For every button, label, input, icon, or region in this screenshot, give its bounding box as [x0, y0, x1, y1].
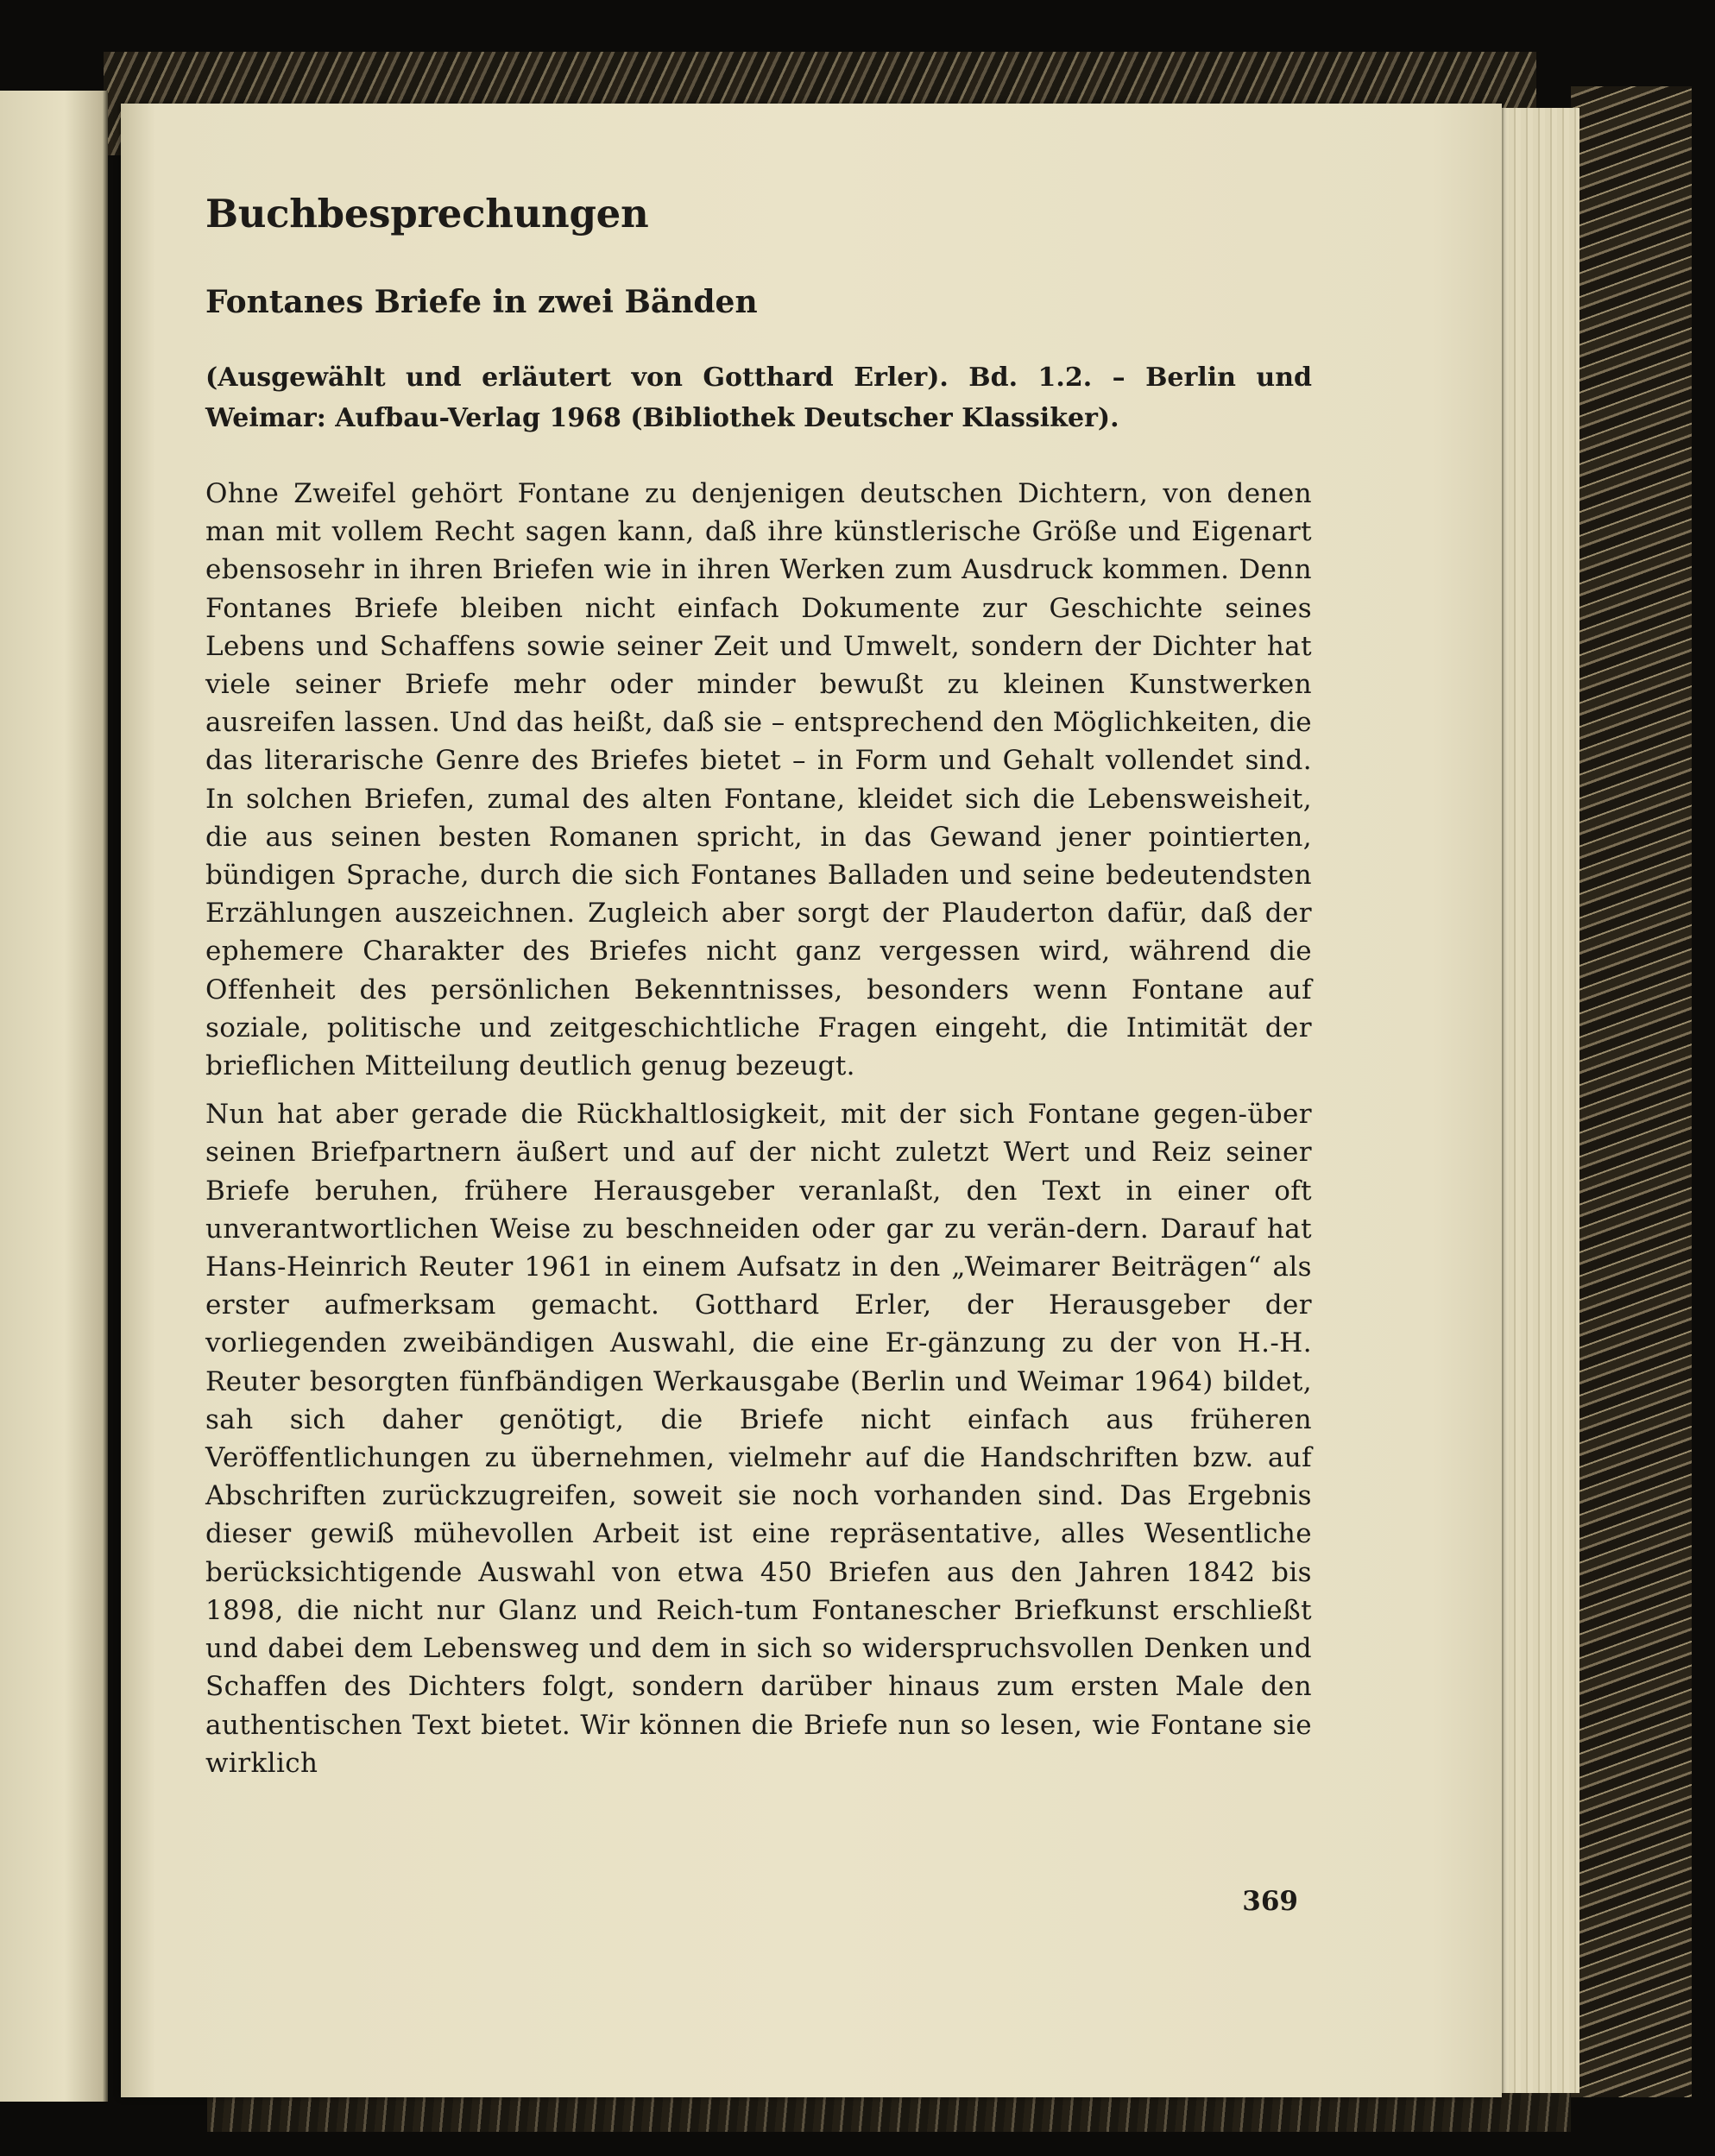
- left-page-edge: [0, 91, 108, 2102]
- page-number: 369: [1242, 1886, 1298, 1917]
- body-paragraph: Ohne Zweifel gehört Fontane zu denjenigen deutschen Dichtern, von denen man mit vollem Recht sagen kann, daß ihre künstlerische Größe und Eigenart ebensosehr in ihren Briefen wie in ihren Werken zum Ausdruck kommen. Denn Fontanes Briefe bleiben nicht einfach Dokumente zur Geschichte seines Lebens und Schaffens sowie seiner Zeit und Umwelt, sondern der Dichter hat viele seiner Briefe mehr oder minder bewußt zu kleinen Kunstwerken ausreifen lassen. Und das heißt, daß sie – entsprechend den Möglichkeiten, die das literarische Genre des Briefes bietet – in Form und Gehalt vollendet sind. In solchen Briefen, zumal des alten Fontane, kleidet sich die Lebensweisheit, die aus seinen besten Romanen spricht, in das Gewand jener pointierten, bündigen Sprache, durch die sich Fontanes Balladen und seine bedeutendsten Erzählungen auszeichnen. Zugleich aber sorgt der Plauderton dafür, daß der ephemere Charakter des Briefes nicht ganz vergessen wird, während die Offenheit des persönlichen Bekenntnisses, besonders wenn Fontane auf soziale, politische und zeitgeschichtliche Fragen eingeht, die Intimität der brieflichen Mitteilung deutlich genug bezeugt.: [205, 478, 1312, 1082]
- bibliographic-info: (Ausgewählt und erläutert von Gotthard Erler). Bd. 1.2. – Berlin und Weimar: Aufbau-Verlag 1968 (Bibliothek Deutscher Klassiker).: [205, 362, 1312, 433]
- book-binding-right: [1571, 86, 1692, 2097]
- review-title: Fontanes Briefe in zwei Bänden: [205, 284, 758, 320]
- section-title: Buchbesprechungen: [205, 191, 649, 236]
- body-paragraph: Nun hat aber gerade die Rückhaltlosigkeit, mit der sich Fontane gegen-über seinen Briefpartnern äußert und auf der nicht zuletzt Wert und Reiz seiner Briefe beruhen, frühere Herausgeber veranlaßt, den Text in einer oft unverantwortlichen Weise zu beschneiden oder gar zu verän-dern. Darauf hat Hans-Heinrich Reuter 1961 in einem Aufsatz in den „Weimarer Beiträgen“ als erster aufmerksam gemacht. Gotthard Erler, der Herausgeber der vorliegenden zweibändigen Auswahl, die eine Er-gänzung zu der von H.-H. Reuter besorgten fünfbändigen Werkausgabe (Berlin und Weimar 1964) bildet, sah sich daher genötigt, die Briefe nicht einfach aus früheren Veröffentlichungen zu übernehmen, vielmehr auf die Handschriften bzw. auf Abschriften zurückzugreifen, soweit sie noch vorhanden sind. Das Ergebnis dieser gewiß mühevollen Arbeit ist eine repräsentative, alles Wesentliche berücksichtigende Auswahl von etwa 450 Briefen aus den Jahren 1842 bis 1898, die nicht nur Glanz und Reich-tum Fontanescher Briefkunst erschließt und dabei dem Lebensweg und dem in sich so widerspruchsvollen Denken und Schaffen des Dichters folgt, sondern darüber hinaus zum ersten Male den authentischen Text bietet. Wir können die Briefe nun so lesen, wie Fontane sie wirklich: [205, 1099, 1312, 1779]
- page-content: [205, 188, 1312, 1782]
